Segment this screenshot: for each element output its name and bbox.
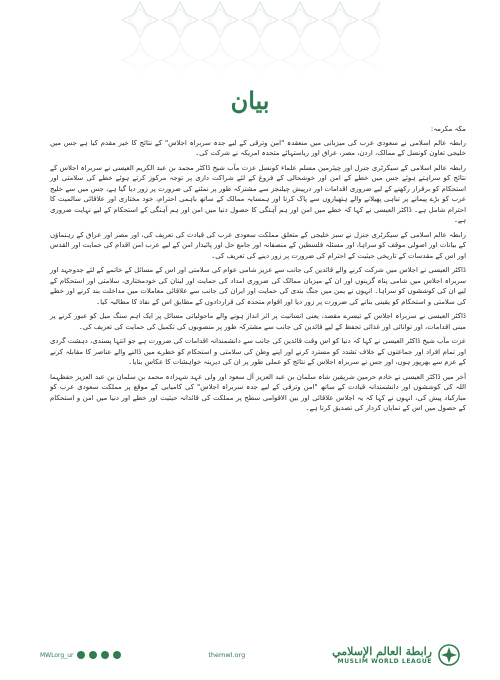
paragraph: آخر میں ڈاکٹر العیسی نے خادم حرمین شریفین شاہ سلمان بن عبد العزیز آل سعود اور ولی عہد شہزادہ محمد بن سلمان بن عبد العزیز حفظہما اللہ کی کوششوں اور دانشمندانہ قیادت کے ساتھ "امن وترقی کے لیے جدہ سربراہ اجلاس" کی کامیابی کے موقع پر مملکت سعودی عرب کو مبارکباد پیش کی، انہوں نے کہا کہ یہ اجلاس علاقائی اور بین الاقوامی سطح پر مملکت کی قائدانہ حیثیت اور خطے اور دنیا میں امن و استحکام کے حصول میں اس کے نمایاں کردار کی تصدیق کرتا ہے۔: [50, 372, 466, 412]
paragraph: رابطہ عالم اسلامی کے سیکرٹری جنرل نے سبز خلیجی کے متعلق مملکت سعودی عرب کی قیادت کی تعریف کی، اور مصر اور عراق کے رہنماؤں کے بیانات اور اصولی موقف کو سراہا، اور مسئلہ فلسطین کے منصفانہ اور جامع حل اور پائیدار امن کے لیے عرب امن اقدام کی حمایت اور القدس اور اس کے مقدسات کے تاریخی حیثیت کے احترام کی ضرورت پر زور دینے کی تعریف کی۔: [50, 230, 466, 260]
header-ornament: [0, 0, 500, 78]
website-link[interactable]: themwl.org: [208, 651, 246, 659]
footer: [40, 638, 460, 672]
logo-arabic: رابطة العالم الإسلامي: [332, 645, 432, 658]
paragraph: عزت مآب شیخ ڈاکٹر العیسی نے کہا کہ دنیا کو اس وقت قائدین کی جانب سے دانشمندانہ اقدامات کی ضرورت ہے جو انتہا پسندی، دہشت گردی اور تمام افراد اور جماعتوں کے خلاف تشدد کو مسترد کرنے اور اپنے وطن کی سلامتی و استحکام کو خطرے میں ڈالنے والے عناصر کا مقابلہ کرنے کے عزم سے بھرپور ہوں، اور جس نے سربراہ اجلاس کے نتائج کو عملی طور پر ان کی دیرینہ خواہشات کا عکاس بنایا۔: [50, 337, 466, 366]
paragraph: ڈاکٹر العیسی نے اجلاس میں شرکت کرنے والے قائدین کی جانب سے عزیز شامی عوام کی سلامتی اور اس کے مسائل کے خاتمے کے لئے جدوجہد اور سربراہ اجلاس میں شامی پناہ گزینوں اور ان کے میزبان ممالک کی ضروری امداد کی حمایت اور لبنان کی خودمختاری، سلامتی اور استحکام کے لیے ان کی کوششوں کو سراہا۔ انہوں نے یمن میں جنگ بندی کی حمایت اور ایران کی جانب سے علاقائی معاملات میں مداخلت بند کرنے اور خطے کی سلامتی و استحکام کو یقینی بنانے کی ضرورت پر زور دیا اور اقوام متحدہ کی قراردادوں کے مطابق اس کے نفاذ کا مطالبہ کیا۔: [50, 266, 466, 306]
salutation: مکہ مکرمہ:: [430, 125, 466, 133]
statement-body: [50, 124, 466, 634]
instagram-icon[interactable]: [101, 651, 109, 659]
logo-text: [332, 645, 432, 665]
paragraph: ڈاکٹر العیسی نے سربراہ اجلاس کے تیسرے مقصد، یعنی انسانیت پر اثر انداز ہونے والے ماحولیاتی مسائل پر ایک اہم سنگ میل کو عبور کرنے پر مبنی اقدامات، اور توانائی اور غذائی تحفظ کے لیے قائدین کی جانب سے مشترکہ طور پر منصوبوں کی تکمیل کی حمایت کی تعریف کی۔: [50, 312, 466, 331]
paragraph: رابطہ عالم اسلامی نے سعودی عرب کی میزبانی میں منعقدہ "امن وترقی کے لیے جدہ سربراہ اجلاس" کے نتائج کا خیر مقدم کیا ہے جس میں خلیجی تعاون کونسل کے ممالک، اردن، مصر، عراق اور ریاستہائے متحدہ امریکہ نے شرکت کی۔: [50, 138, 466, 157]
paragraph: رابطہ عالم اسلامی کے سیکرٹری جنرل اور چیئرمین مسلم علماء کونسل عزت مآب شیخ ڈاکٹر محمد بن عبد الکریم العیسی نے سربراہ اجلاس کے نتائج کو سراہتے ہوئے جس میں خطے کے امن اور خوشحالی کے فروغ کے لئے شراکت داری پر توجہ مرکوز کرتے ہوئے خطے کی سلامتی اور استحکام کو برقرار رکھنے کے لیے ضروری اقدامات اور درپیش چیلنجز سے مشترکہ طور پر نمٹنے کی ضرورت پر زور دیا گیا ہے، جس میں سے خلیج عرب کو بڑے پیمانے پر تباہی پھیلانے والے ہتھیاروں سے پاک کرنا اور ہمسایہ ممالک کے ساتھ باہمی احترام، خود مختاری اور علاقائی سالمیت کا احترام شامل ہے۔ ڈاکٹر العیسی نے کہا کہ خطے میں امن اور ہم آہنگی کا حصول دنیا میں امن اور ہم آہنگی کے استحکام کے لیے نہایت ضروری ہے۔: [50, 163, 466, 224]
page-title: بیان: [230, 86, 270, 115]
youtube-icon[interactable]: [113, 651, 121, 659]
geometric-ornament-icon: [0, 0, 500, 78]
mwl-logo-icon: [438, 644, 460, 666]
twitter-icon[interactable]: [77, 651, 85, 659]
social-handle[interactable]: MWLorg_ur: [40, 651, 74, 659]
logo-english: MUSLIM WORLD LEAGUE: [337, 658, 432, 665]
facebook-icon[interactable]: [89, 651, 97, 659]
social-links: [40, 651, 121, 659]
mwl-logo: [332, 644, 460, 666]
